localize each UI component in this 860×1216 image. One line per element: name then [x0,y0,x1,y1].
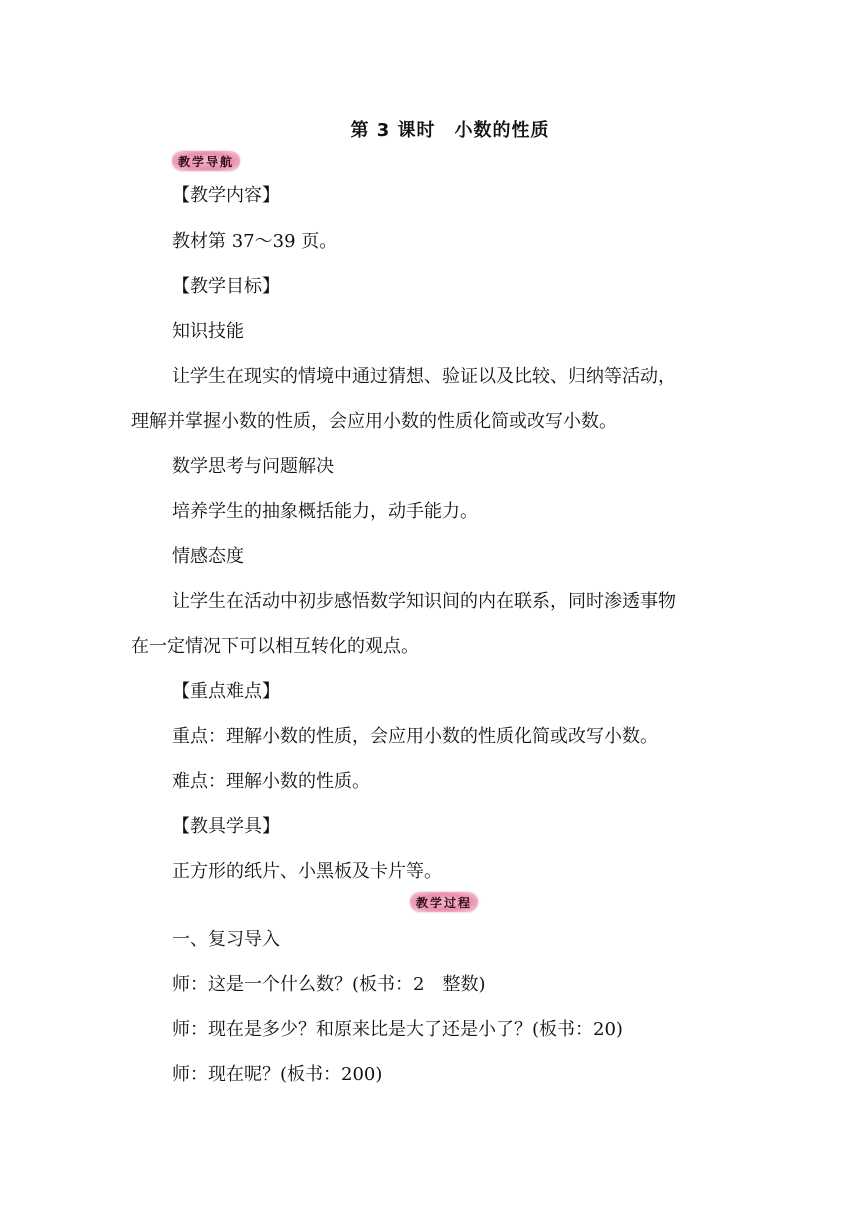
thinking-heading: 数学思考与问题解决 [172,456,334,477]
skills-text-line-1: 让学生在现实的情境中通过猜想、验证以及比较、归纳等活动， [172,366,676,387]
attitude-text-line-1: 让学生在活动中初步感悟数学知识间的内在联系，同时渗透事物 [172,591,676,612]
dialog-line-3: 师：现在呢？(板书：200) [172,1064,383,1085]
teaching-process-badge: 教学过程 [410,892,478,912]
page-title: 第 3 课时 小数的性质 [350,120,550,141]
key-difficult-heading: 【重点难点】 [172,681,280,702]
skills-text-line-2: 理解并掌握小数的性质，会应用小数的性质化简或改写小数。 [131,411,617,432]
difficult-point-text: 难点：理解小数的性质。 [172,771,370,792]
attitude-heading: 情感态度 [172,546,244,567]
content-text: 教材第 37～39 页。 [172,231,338,252]
dialog-line-1: 师：这是一个什么数？(板书：2 整数) [172,974,486,995]
attitude-text-line-2: 在一定情况下可以相互转化的观点。 [131,636,419,657]
tools-heading: 【教具学具】 [172,816,280,837]
skills-heading: 知识技能 [172,321,244,342]
dialog-line-2: 师：现在是多少？和原来比是大了还是小了？(板书：20) [172,1019,623,1040]
key-point-text: 重点：理解小数的性质，会应用小数的性质化简或改写小数。 [172,726,658,747]
goals-heading: 【教学目标】 [172,276,280,297]
tools-text: 正方形的纸片、小黑板及卡片等。 [172,861,442,882]
thinking-text: 培养学生的抽象概括能力，动手能力。 [172,501,478,522]
review-heading: 一、复习导入 [172,929,280,950]
content-heading: 【教学内容】 [172,185,280,206]
teaching-navigation-badge: 教学导航 [172,151,240,171]
